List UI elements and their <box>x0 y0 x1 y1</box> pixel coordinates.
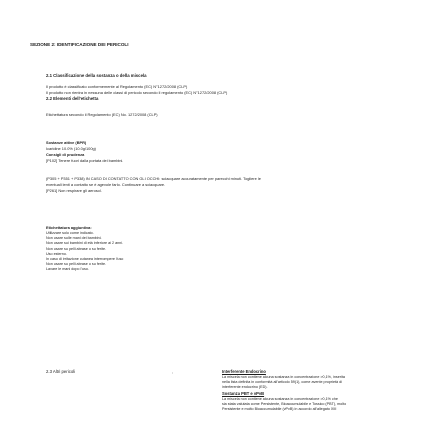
p305-statement: (P305 + P351 + P338) IN CASO DI CONTATTO CON GLI OCCHI: sciacquare accuratamente per parecchi minuti. Togliere le <box>46 176 261 181</box>
endocrine-line: La miscela non contiene alcuna sostanza in concentrazione >0,1%, inserita <box>222 375 345 379</box>
classification-line-2: Il prodotto non rientra in nessuna delle classi di pericolo secondo il regolamento (EC) N°1272/2008 (CLP) <box>46 90 228 95</box>
additional-labelling-line: Lavare le mani dopo l'uso. <box>46 267 89 272</box>
additional-labelling-list <box>46 231 123 273</box>
classification-heading: 2.1 Classificazione della sostanza o della miscela <box>46 73 147 78</box>
additional-labelling-line: Non usare su pelli abrase o su ferite. <box>46 246 107 251</box>
label-regulation-line: Etichettatura secondo il Regolamento (EC) No. 1272/2008 (CLP) <box>46 112 158 117</box>
additional-labelling-line: Utilizzare solo come indicato. <box>46 231 94 235</box>
pbt-line: sia stata valutata come Persistente, Bioaccumulabile e Tossico (PBT), molto <box>222 402 347 407</box>
p261-statement: [P261] Non respirare gli aerosol. <box>46 188 102 193</box>
pbt-line: Persistente e molto Bioaccumulabile (vPvB) in accordo all'allegato XIII <box>222 407 337 412</box>
classification-line-1: Il prodotto è classificato conformemente al Regolamento (EC) N°1272/2008 (CLP) <box>46 84 188 89</box>
additional-labelling-line: Uso esterno. <box>46 251 67 256</box>
pbt-vpvb-text <box>222 397 346 413</box>
additional-labelling-line: In caso di irritazione cutanea interrompere l'uso <box>46 257 124 262</box>
endocrine-line: interferente endocrino (ED). <box>222 385 268 390</box>
other-hazards-colon: : <box>172 370 174 375</box>
precaution-advice-title: Consigli di prudenza <box>46 152 85 157</box>
additional-labelling-line: Non usare sulle mani dei bambini. <box>46 236 102 241</box>
additional-labelling-title: Etichettatura aggiuntiva: <box>46 225 92 230</box>
endocrine-disruptor-title: Interferente Endocrino <box>222 369 266 374</box>
endocrine-line: nella lista definita in conformità all'articolo 59(1), come avente proprietà di <box>222 380 342 385</box>
endocrine-disruptor-text <box>222 375 345 391</box>
pbt-vpvb-title: Sostanza PBT e vPvB <box>222 391 265 396</box>
p102-statement: [P102] Tenere fuori dalla portata dei bambini. <box>46 158 124 163</box>
active-substance-item: Icaridine 10.0% (10.0g/100g) <box>46 146 96 151</box>
additional-labelling-line: Non usare su pelli abrase o su ferite. <box>46 262 107 267</box>
label-elements-heading: 2.2 Elementi dell'etichetta <box>46 96 99 101</box>
section-title: SEZIONE 2: IDENTIFICAZIONE DEI PERICOLI <box>30 42 129 47</box>
pbt-line: La miscela non contiene alcuna sostanza in concentrazione >0,1% che <box>222 397 338 401</box>
p305-statement-continued: eventuali lenti a contatto se è agevole farlo. Continuare a sciacquare. <box>46 182 166 187</box>
additional-labelling-line: Non usare sui bambini di età inferiore ai 2 anni. <box>46 241 124 246</box>
other-hazards-heading: 2.3 Altri pericoli <box>46 369 76 374</box>
active-substances-title: Sostanze attive (BPR) <box>46 140 87 145</box>
